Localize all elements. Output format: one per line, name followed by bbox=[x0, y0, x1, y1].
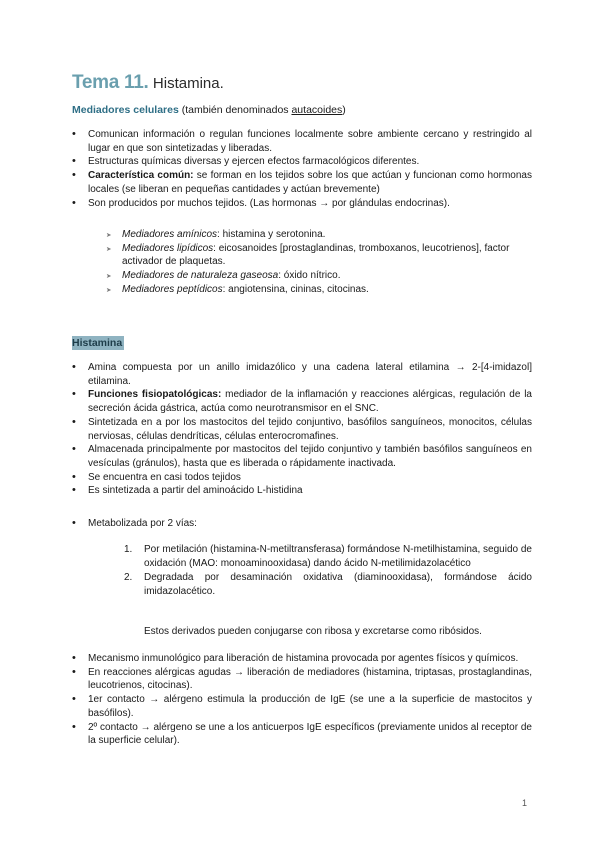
pathway-item: 2. Degradada por desaminación oxidativa (diaminooxidasa), formándose ácido imidazolacético. bbox=[124, 572, 532, 598]
list-item: • 1er contacto → alérgeno estimula la producción de IgE (se une a la superficie de mastocitos y basófilos). bbox=[72, 693, 532, 720]
pathway-note: Estos derivados pueden conjugarse con ribosa y excretarse como ribósidos. bbox=[144, 626, 482, 637]
list-item: • Son producidos por muchos tejidos. (Las hormonas → por glándulas endocrinas). bbox=[72, 197, 532, 211]
page-title bbox=[72, 72, 224, 94]
list-item: • Comunican información o regulan funciones localmente sobre ambiente cercano y restringido al lugar en que son sintetizadas y liberadas. bbox=[72, 128, 532, 155]
section-lead: Mediadores celulares bbox=[72, 104, 179, 116]
metabolic-pathways-list bbox=[124, 543, 532, 600]
pathway-item: 1. Por metilación (histamina-N-metiltransferasa) formándose N-metilhistamina, seguido de oxidación (MAO: monoaminooxidasa) dando ácido N-metilimidazolacético bbox=[124, 544, 532, 569]
section-mediadores-heading bbox=[72, 104, 346, 116]
sub-list-item: ➤ Mediadores amínicos: histamina y serotonina. bbox=[108, 228, 532, 242]
list-item: • En reacciones alérgicas agudas → liberación de mediadores (histamina, triptasas, prostaglandinas, leucotrienos, citocinas). bbox=[72, 666, 532, 693]
histamina-bullet-list bbox=[72, 361, 532, 498]
section-paren-open: (también denominados bbox=[178, 104, 292, 116]
metabolized-bullet bbox=[72, 517, 532, 531]
mediadores-sub-list bbox=[108, 228, 532, 297]
list-item: • Amina compuesta por un anillo imidazólico y una cadena lateral etilamina → 2-[4-imidazol] etilamina. bbox=[72, 361, 532, 388]
section-underlined-term: autacoides bbox=[291, 104, 343, 116]
list-item: • Sintetizada en a por los mastocitos del tejido conjuntivo, basófilos sanguíneos, monocitos, células nerviosas, células dendríticas, células enterocromafines. bbox=[72, 416, 532, 443]
page-number: 1 bbox=[522, 798, 528, 808]
sub-list-item: ➤ Mediadores peptídicos: angiotensina, cininas, citocinas. bbox=[108, 283, 532, 297]
sub-list-item: ➤ Mediadores de naturaleza gaseosa: óxido nítrico. bbox=[108, 269, 532, 283]
list-item: • Es sintetizada a partir del aminoácido L-histidina bbox=[72, 484, 532, 498]
list-item: • Estructuras químicas diversas y ejercen efectos farmacológicos diferentes. bbox=[72, 155, 532, 169]
title-number: Tema 11. bbox=[72, 72, 149, 93]
histamina-heading: Histamina bbox=[72, 337, 123, 349]
allergy-bullet-list bbox=[72, 652, 532, 748]
list-item: • Característica común: se forman en los tejidos sobre los que actúan y funcionan como hormonas locales (se liberan en pequeñas cantidades y actúan brevemente) bbox=[72, 169, 532, 196]
section-paren-close: ) bbox=[342, 104, 346, 116]
list-item: • Se encuentra en casi todos tejidos bbox=[72, 471, 532, 485]
list-item: • Metabolizada por 2 vías: bbox=[72, 517, 532, 531]
sub-list-item: ➤ Mediadores lipídicos: eicosanoides [prostaglandinas, tromboxanos, leucotrienos], factor activador de plaquetas. bbox=[108, 242, 532, 269]
title-name: Histamina. bbox=[152, 75, 224, 92]
mediadores-bullet-list bbox=[72, 128, 532, 210]
list-item: • 2º contacto → alérgeno se une a los anticuerpos IgE específicos (previamente unidos al receptor de la superficie celular). bbox=[72, 721, 532, 748]
list-item: • Funciones fisiopatológicas: mediador de la inflamación y reacciones alérgicas, regulación de la secreción ácida gástrica, actúa como neurotransmisor en el SNC. bbox=[72, 388, 532, 415]
list-item: • Mecanismo inmunológico para liberación de histamina provocada por agentes físicos y químicos. bbox=[72, 652, 532, 666]
list-item: • Almacenada principalmente por mastocitos del tejido conjuntivo y también basófilos sanguíneos en vesículas (gránulos), hasta que es liberada o rápidamente inactivada. bbox=[72, 443, 532, 470]
